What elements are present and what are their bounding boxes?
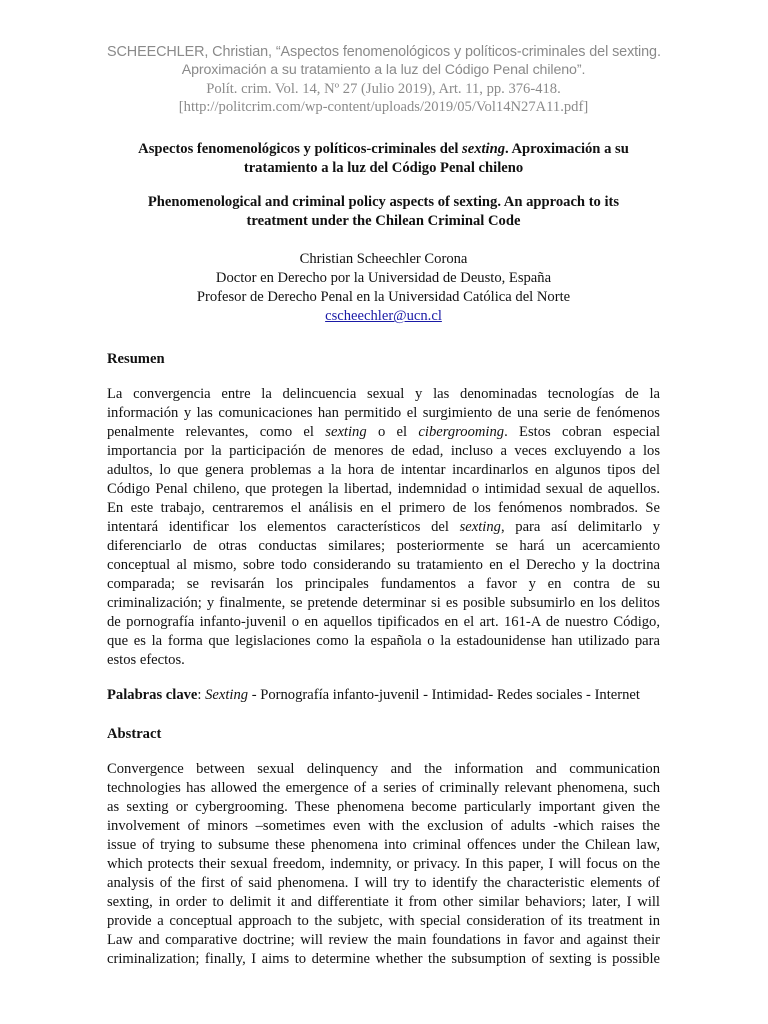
spanish-title: Aspectos fenomenológicos y políticos-criminales del sexting. Aproximación a su tratamiento a la luz del Código Penal chileno: [138, 141, 629, 177]
resumen-paragraph: La convergencia entre la delincuencia sexual y las denominadas tecnologías de la información y las comunicaciones han permitido el surgimiento de una serie de fenómenos penalmente relevantes, como el sexting o el cibergrooming. Estos cobran especial importancia por la participación de menores de edad, incluso a veces excluyendo a los adultos, lo que genera problemas a la hora de intentar incardinarlos en algunos tipos del Código Penal chileno, que protegen la libertad, indemnidad o intimidad sexual de aquellos. En este trabajo, centraremos el análisis en el primero de los fenómenos nombrados. Se intentará identificar los elementos característicos del sexting, para así delimitarlo y diferenciarlo de otras conductas similares; posteriormente se hará un acercamiento conceptual al mismo, sobre todo considerando su tratamiento en el Derecho y la doctrina comparada; se revisarán los principales fundamentos a favor y en contra de su criminalización; y finalmente, se pretende determinar si es posible subsumirlo en los delitos de pornografía infanto-juvenil o en aquellos tipificados en el art. 161-A de nuestro Código, que es la forma que legislaciones como la española o la estadounidense han utilizado para estos efectos.: [107, 386, 660, 669]
resumen-heading: Resumen: [107, 351, 165, 368]
author-email-link[interactable]: cscheechler@ucn.cl: [325, 308, 442, 325]
author-degree: Doctor en Derecho por la Universidad de Deusto, España: [215, 270, 552, 287]
english-title: Phenomenological and criminal policy aspects of sexting. An approach to its treatment under the Chilean Criminal Code: [147, 194, 620, 230]
abstract-paragraph: Convergence between sexual delinquency and the information and communication technologies has allowed the emergence of a series of criminally relevant phenomena, such as sexting or cybergrooming. These phenomena become particularly important given the involvement of minors –sometimes even with the exclusion of adults -which raises the issue of trying to subsume these phenomena into criminal offences under the Chilean law, which protects their sexual freedom, indemnity, or privacy. In this paper, I will focus on the analysis of the first of said phenomena. I will try to identify the characteristic elements of sexting, in order to delimit it and differentiate it from other similar behaviors; later, I will provide a conceptual approach to the subjetc, with special consideration of its treatment in Law and comparative doctrine; will review the main foundations in favor and against their criminalization; finally, I aims to determine whether the subsumption of sexting is possible: [107, 761, 660, 968]
keywords-label: Palabras clave: [107, 687, 198, 704]
citation-url: [http://politcrim.com/wp-content/uploads/2019/05/Vol14N27A11.pdf]: [178, 98, 589, 115]
citation-line: SCHEECHLER, Christian, “Aspectos fenomenológicos y políticos-criminales del sexting.: [107, 44, 661, 60]
author-position: Profesor de Derecho Penal en la Universidad Católica del Norte: [196, 289, 571, 306]
keywords-line: Palabras clave: Sexting - Pornografía infanto-juvenil - Intimidad- Redes sociales - Internet: [107, 687, 640, 704]
author-name: Christian Scheechler Corona: [299, 251, 468, 268]
abstract-heading: Abstract: [107, 726, 162, 743]
citation-line: Aproximación a su tratamiento a la luz del Código Penal chileno”.: [181, 62, 586, 79]
citation-header: [107, 0, 660, 116]
author-block: [107, 250, 660, 326]
citation-line: Polít. crim. Vol. 14, Nº 27 (Julio 2019), Art. 11, pp. 376-418.: [206, 80, 561, 97]
